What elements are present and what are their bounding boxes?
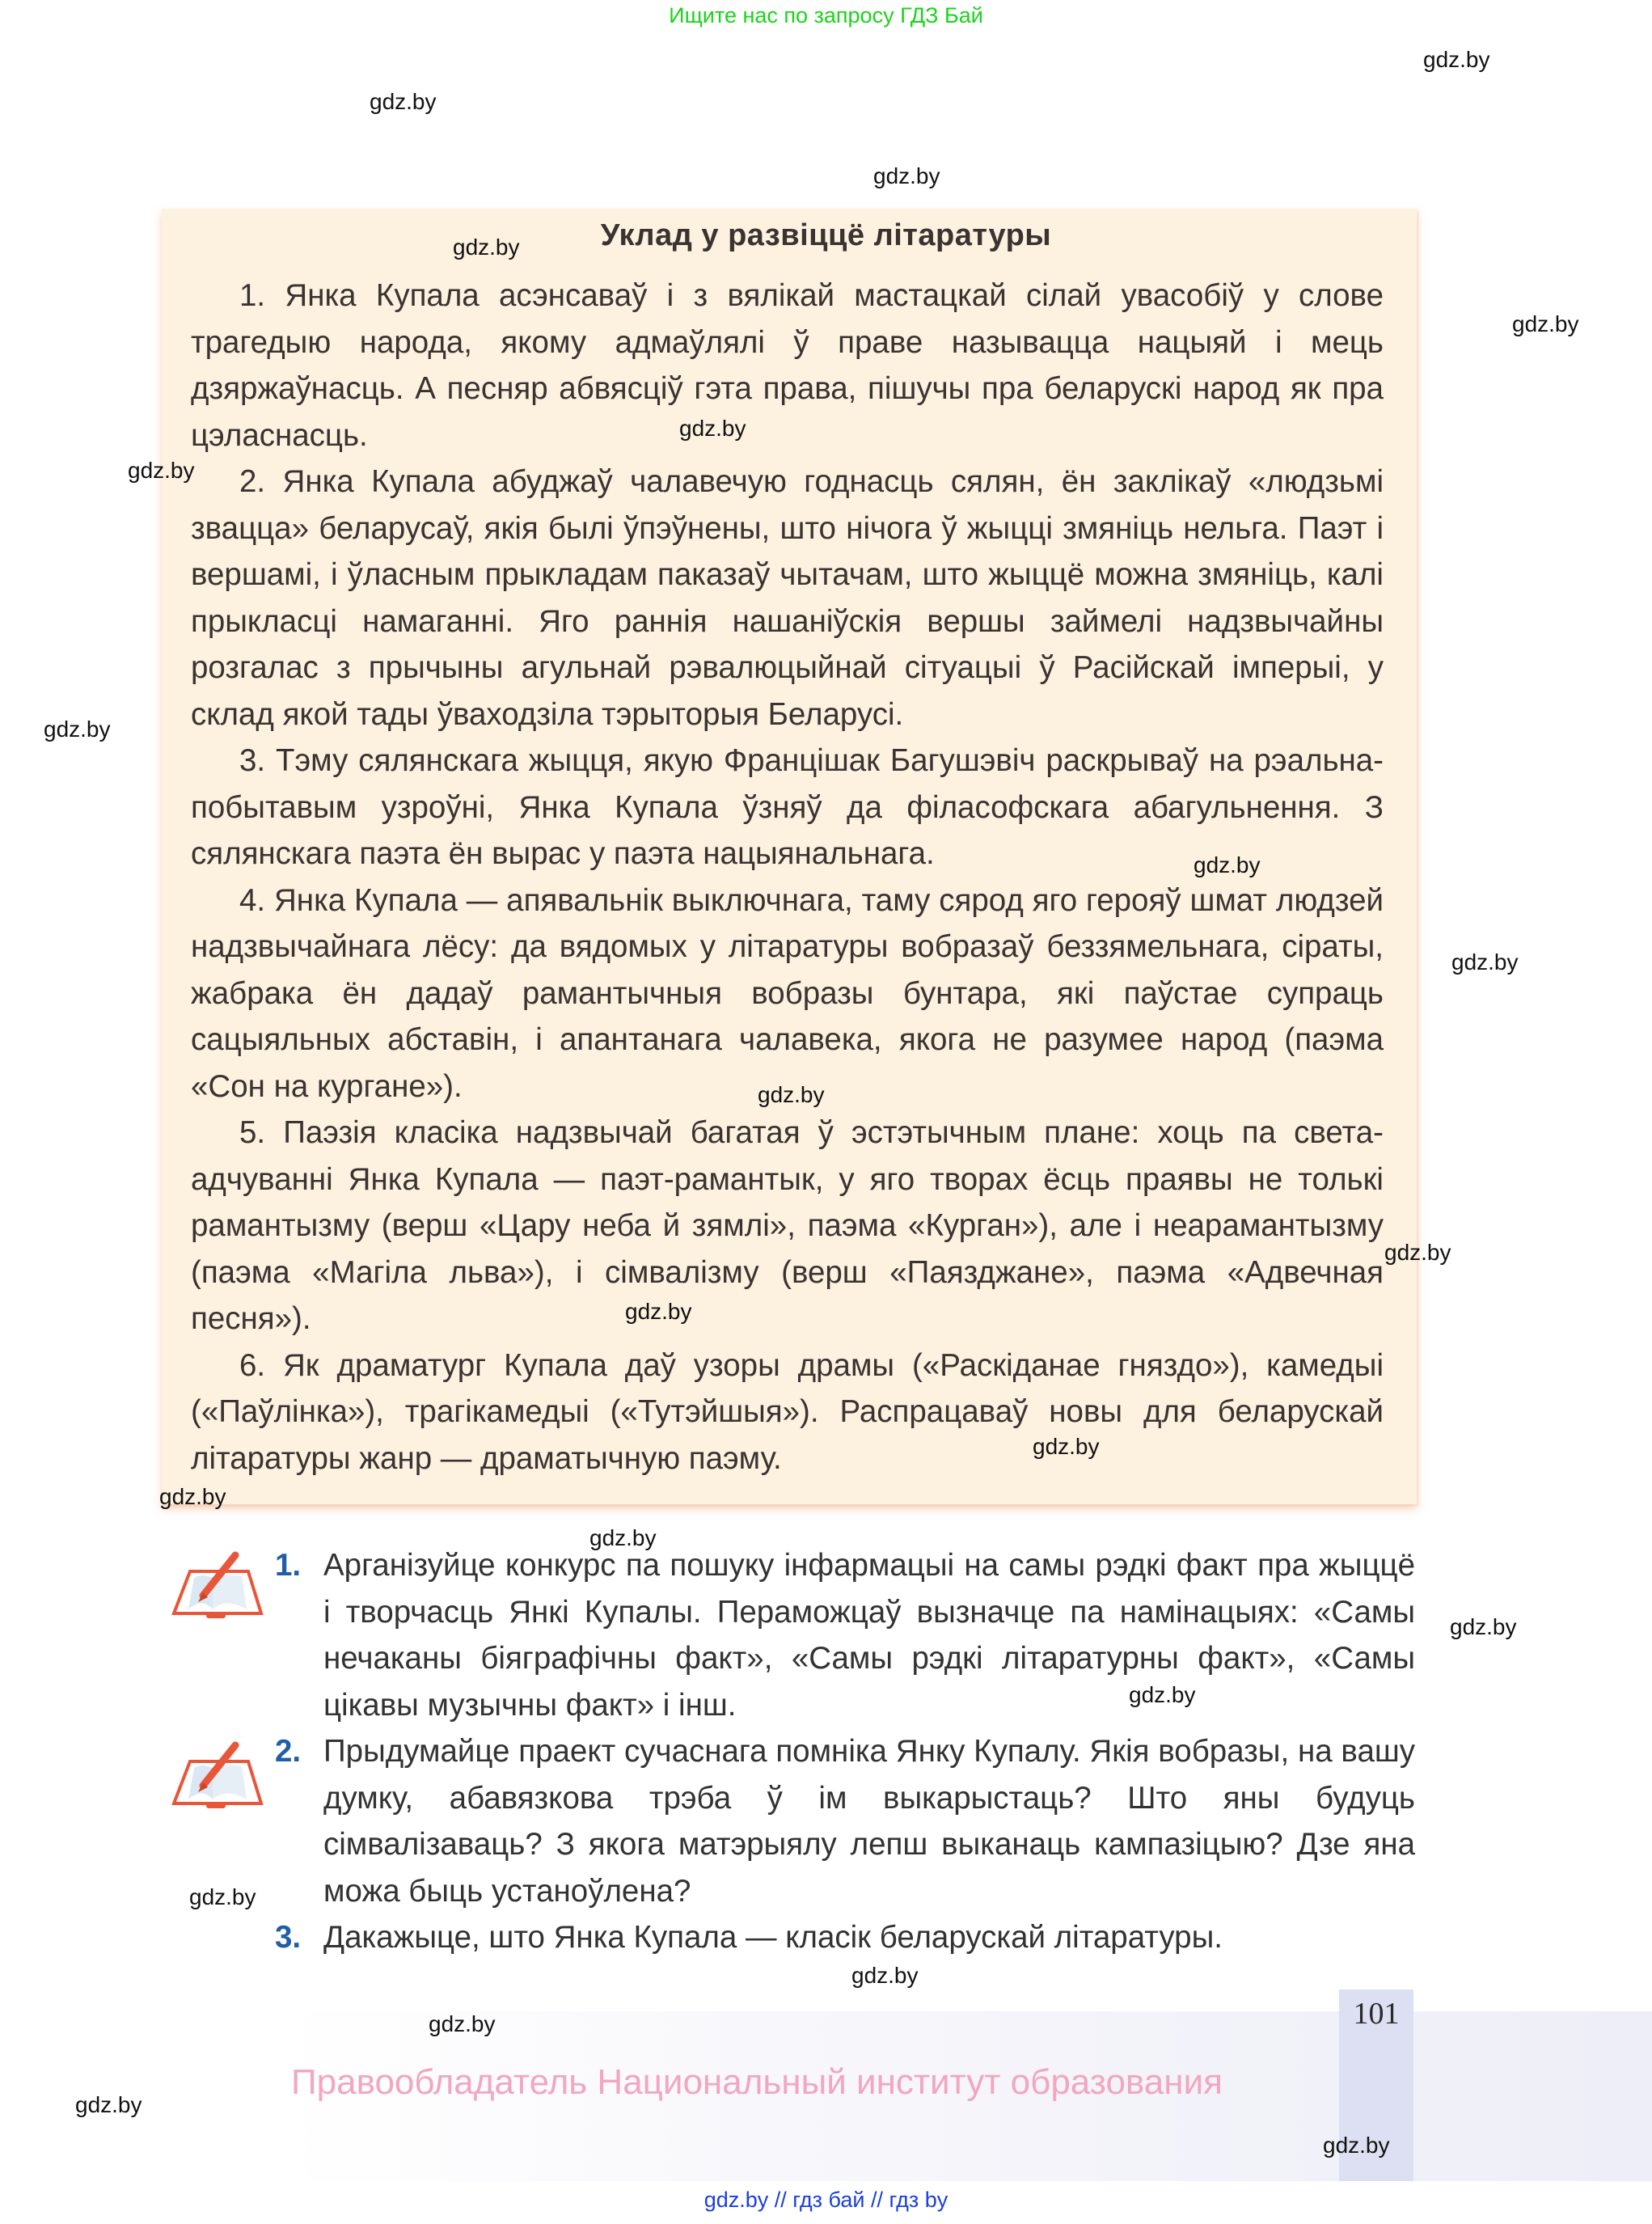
task-text: Арганізуйце конкурс па пошуку інфармацыі на самы рэдкі факт пра жыццё і творчасць Янкі Купалы. Пераможцаў вызначце па намінацыях: «Самы нечаканы біяграфічны факт», «Самы рэдкі літаратурны факт», «Самы цікавы музычны факт» і інш. [323,1548,1415,1723]
watermark: gdz.by [189,1884,256,1909]
task-text: Прыдумайце праект сучаснага помніка Янку Купалу. Якія вобразы, на вашу думку, абавязкова трэба ў ім выкарыстаць? Што яны будуць сімвалізаваць? З якога матэрыялу лепш выканаць кампазіцыю? Дзе яна можа быць устаноўлена? [323,1734,1415,1909]
watermark: gdz.by [453,235,520,260]
book-pencil-icon [158,1739,271,1812]
rights-holder-watermark: Правообладатель Национальный институт образования [291,2062,1223,2102]
watermark: gdz.by [370,89,437,114]
task-list [275,1542,1415,1961]
watermark: gdz.by [625,1299,692,1324]
watermark: gdz.by [589,1525,657,1550]
watermark: gdz.by [1512,311,1579,336]
task-number: 2. [275,1734,302,1769]
watermark: gdz.by [1384,1240,1451,1265]
box-paragraph-4: 4. Янка Купала — апявальнік выключнага, таму сярод яго герояў шмат людзей надзвычайнага лёсу: да вядомых у літаратуры вобразаў беззямельнага, сіраты, жабрака ён дадаў рамантычныя вобразы бунтара, які паўстае супраць сацыяльных абставін, і апантанага чалавека, якога не разумее народ (паэма «Сон на кургане»). [191,882,1384,1104]
watermark: gdz.by [1194,852,1261,877]
book-pencil-icon [158,1549,271,1621]
watermark: gdz.by [44,717,111,742]
box-paragraph-2: 2. Янка Купала абуджаў чалавечую годнасць сялян, ён заклікаў «людзьмі звацца» беларусаў, якія былі ўпэўнены, што нічога ў жыцці змяніць нельга. Паэт і вершамі, і ўласным прыкладам паказаў чытачам, што жыццё можна змяніць, калі прыкласці намаганні. Яго раннія нашаніўскія вершы займелі надзвычайны розгалас з прычыны агульнай рэвалюцыйнай сітуацыі ў Расійскай імперыі, у склад якой тады ўваходзіла тэрыторыя Беларусі. [191,464,1384,732]
watermark: gdz.by [758,1082,825,1107]
watermark: gdz.by [1423,47,1490,72]
watermark: gdz.by [1129,1682,1196,1707]
footer-links[interactable]: gdz.by // гдз бай // гдз by [703,2188,949,2212]
box-paragraph-6: 6. Як драматург Купала даў узоры драмы («Раскіданае гняздо»), камедыі («Паўлінка»), трагікамедыі («Тутэйшыя»). Распрацаваў новы для беларускай літаратуры жанр — драматычную паэму. [191,1347,1384,1476]
watermark: gdz.by [1323,2133,1390,2158]
box-paragraph-3: 3. Тэму сялянскага жыцця, якую Францішак Багушэвіч раскрываў на рэальна-побытавым узроўні, Янка Купала ўзняў да філасофскага абагульнення. З сялянскага паэта ён вырас у паэта нацыянальнага. [191,743,1384,871]
task-item [275,1914,1415,1961]
task-item [275,1728,1415,1914]
watermark: gdz.by [873,163,940,188]
page-number: 101 [1353,1997,1400,2031]
search-banner: Ищите нас по запросу ГДЗ Бай [669,3,983,27]
watermark: gdz.by [1451,949,1519,975]
box-paragraph-1: 1. Янка Купала асэнсаваў і з вялікай мастацкай сілай увасобіў у слове трагедыю народа, якому адмаўлялі ў праве называцца нацыяй і мець дзяржаўнасць. А песняр абвясціў гэта права, пішучы пра беларускі народ як пра цэласнасць. [191,278,1384,453]
watermark: gdz.by [1033,1434,1100,1459]
watermark: gdz.by [128,458,195,483]
task-number: 1. [275,1548,302,1583]
watermark: gdz.by [159,1484,226,1509]
box-paragraph-5: 5. Паэзія класіка надзвычай багатая ў эстэтычным плане: хоць па светаадчуванні Янка Купала — паэт-рамантык, у яго творах ёсць праявы не толькі рамантызму (верш «Цару неба й зямлі», паэма «Курган»), але і неарамантызму (паэма «Магіла льва»), і сімвалізму (верш «Паязджане», паэма «Адвечная песня»). [191,1115,1384,1336]
task-number: 3. [275,1920,302,1955]
watermark: gdz.by [679,416,746,441]
task-item [275,1542,1415,1728]
watermark: gdz.by [851,1963,919,1988]
watermark: gdz.by [1450,1614,1517,1639]
box-title: Уклад у развіццё літаратуры [600,218,1052,252]
task-text: Дакажыце, што Янка Купала — класік беларускай літаратуры. [323,1920,1223,1955]
watermark: gdz.by [75,2092,142,2117]
watermark: gdz.by [429,2011,496,2036]
